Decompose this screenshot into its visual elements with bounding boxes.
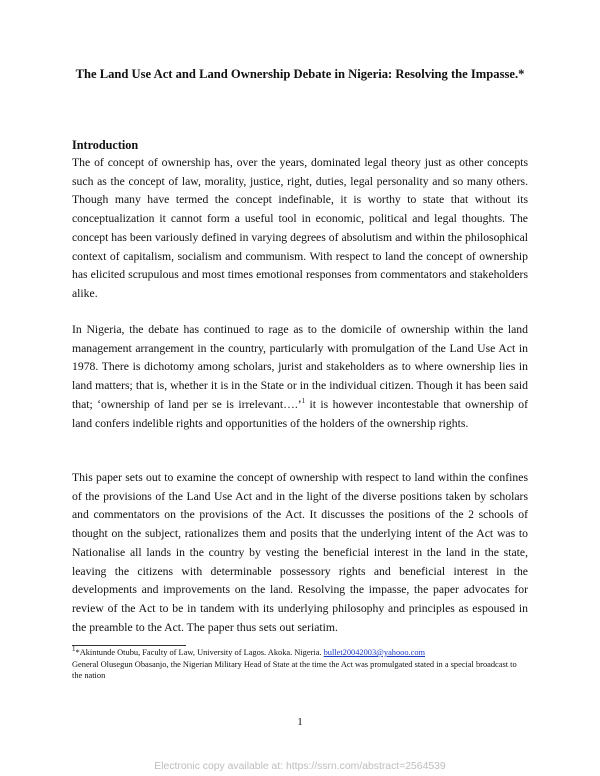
paragraph-3: This paper sets out to examine the concept of ownership with respect to land within the confines of the provisions of the Land Use Act and in the light of the diverse positions taken by scholars and commentators on the provisions of the Act. It discusses the positions of the 2 schools of thought on the subject, rationalizes them and posits that the underlying intent of the Act was to Nationalise all lands in the country by vesting the beneficial interest in the land in the state, leaving the citizens with determinable possessory rights and beneficial interest in the developments and improvements on the land. Resolving the impasse, the paper advocates for review of the Act to be in tandem with its underlying philosophy and principles as espoused in the preamble to the Act. The paper thus sets out seriatim.: [72, 471, 528, 634]
footnote-mark: 1: [72, 645, 76, 654]
title-asterisk: *: [518, 67, 525, 81]
paragraph-2-text-b: it is however incontestable that ownership of land confers indelible rights and opportunities of the holders of the ownership rights.: [72, 397, 528, 430]
section-heading: Introduction: [72, 138, 139, 152]
footnote-2-text: General Olusegun Obasanjo, the Nigerian Military Head of State at the time the Act was promulgated stated in a special broadcast to the nation: [72, 659, 517, 680]
paragraph-1: The of concept of ownership has, over the years, dominated legal theory just as other concepts such as the concept of law, morality, justice, right, duties, legal personality and so many others. Though many have termed the concept indefinable, it is worthy to state that without its conceptualization it cannot form a useful tool in economic, political and legal thoughts. The concept has been variously defined in varying degrees of absolutism and within the philosophical context of capitalism, socialism and communism. With respect to land the concept of ownership has elicited scrupulous and most times emotional responses from commentators and stakeholders alike.: [72, 156, 528, 300]
paper-title-text: The Land Use Act and Land Ownership Debate in Nigeria: Resolving the Impasse.: [75, 67, 519, 81]
footnote-separator: [72, 645, 186, 646]
paper-title: [72, 62, 528, 87]
author-email-link[interactable]: bullet20042003@yahooo.com: [323, 648, 426, 657]
page-number: 1: [297, 716, 303, 728]
paragraph-2-text-a: In Nigeria, the debate has continued to rage as to the domicile of ownership within the land management arrangement in the country, particularly with promulgation of the Land Use Act in 1978. There is dichotomy among scholars, jurist and stakeholders as to where ownership lies in land matters; that is, whether it is in the State or in the individual citizen. Though it has been said that; ‘ownership of land per se is irrelevant….’: [72, 323, 528, 411]
footnote-author-text: *Akintunde Otubu, Faculty of Law, University of Lagos. Akoka. Nigeria.: [75, 648, 324, 657]
footnote-2: [72, 659, 528, 682]
paragraph-2: [72, 321, 528, 433]
ssrn-watermark: Electronic copy available at: https://ssrn.com/abstract=2564539: [154, 761, 446, 772]
footnotes: [72, 647, 528, 682]
footnote-1: [72, 647, 528, 659]
footnote-reference[interactable]: 1: [301, 396, 306, 405]
